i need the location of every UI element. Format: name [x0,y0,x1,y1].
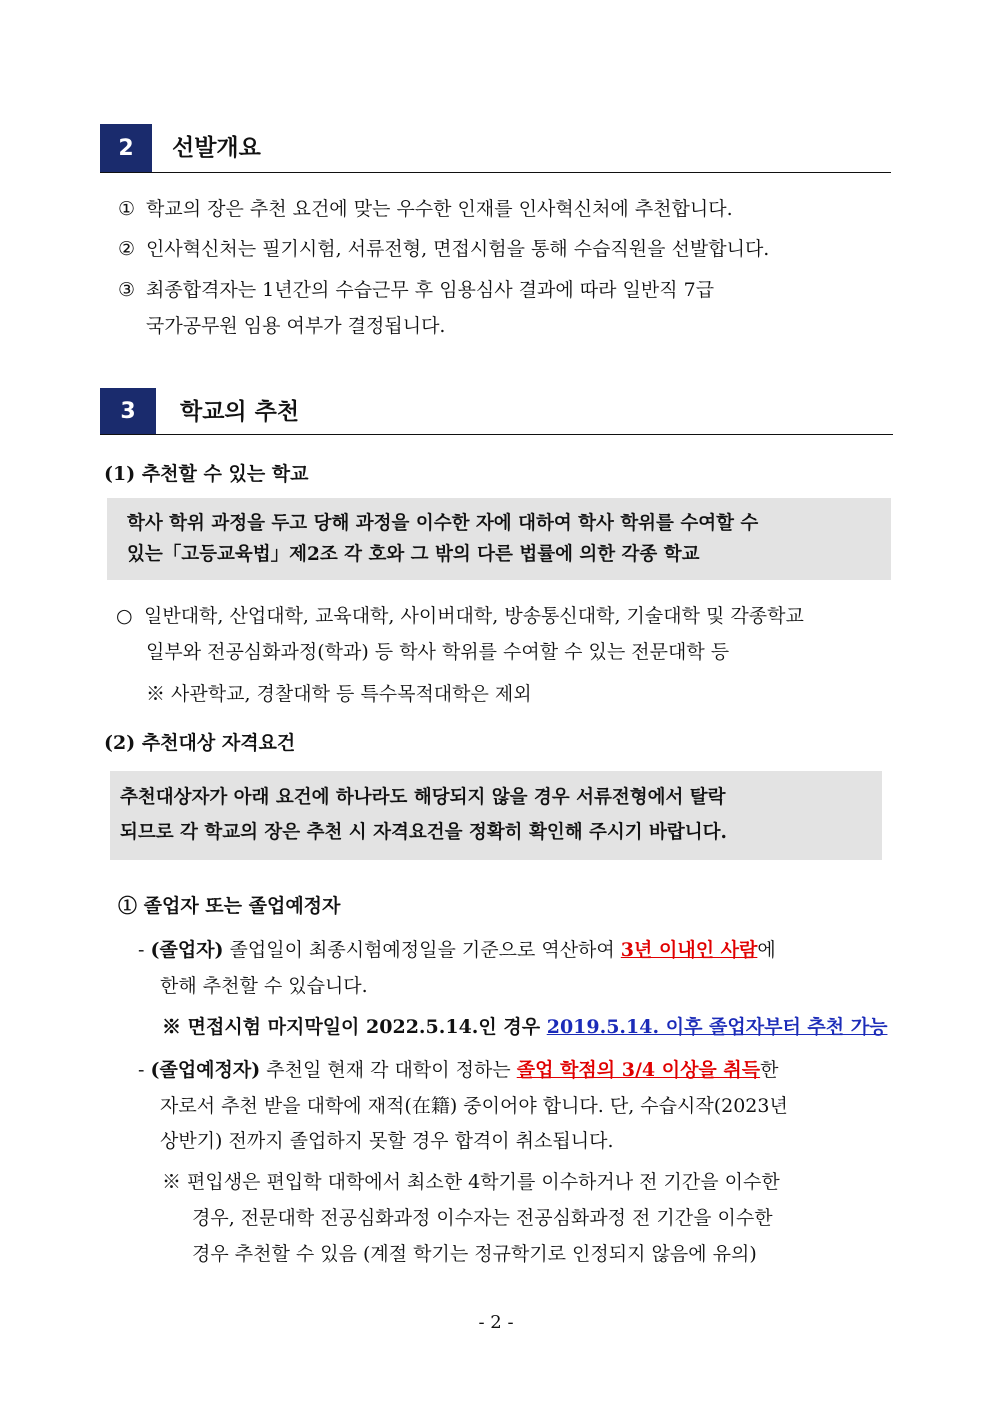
bullet-item: ○ 일반대학, 산업대학, 교육대학, 사이버대학, 방송통신대학, 기술대학 및 각종학교 [116,605,804,627]
section-divider [100,172,891,173]
section-title: 선발개요 [172,135,261,161]
subsection-heading: (2) 추천대상 자격요건 [104,732,296,754]
transfer-note: ※ 편입생은 편입학 대학에서 최소한 4학기를 이수하거나 전 기간을 이수한 [162,1171,780,1193]
expected-graduate-continuation: 상반기) 전까지 졸업하지 못할 경우 합격이 취소됩니다. [160,1130,614,1152]
list-item-continuation: 국가공무원 임용 여부가 결정됩니다. [146,315,446,337]
requirement-heading: ① 졸업자 또는 졸업예정자 [118,895,341,917]
section-title: 학교의 추천 [180,399,300,425]
graduate-note: ※ 면접시험 마지막일이 2022.5.14.인 경우 2019.5.14. 이후 졸업자부터 추천 가능 [162,1016,888,1038]
expected-graduate-line: - (졸업예정자) 추천일 현재 각 대학이 정하는 졸업 학점의 3/4 이상을 취득한 [138,1059,779,1081]
warning-box: 추천대상자가 아래 요건에 하나라도 해당되지 않을 경우 서류전형에서 탈락 되므로 각 학교의 장은 추천 시 자격요건을 정확히 확인해 주시기 바랍니다. [110,771,882,860]
list-item: ② 인사혁신처는 필기시험, 서류전형, 면접시험을 통해 수습직원을 선발합니다. [118,238,770,260]
section-number: 2 [100,124,152,172]
section-number: 3 [100,388,156,434]
transfer-note-continuation: 경우, 전문대학 전공심화과정 이수자는 전공심화과정 전 기간을 이수한 [192,1207,773,1229]
graduate-line: - (졸업자) 졸업일이 최종시험예정일을 기준으로 역산하여 3년 이내인 사람에 [138,939,776,961]
bullet-item-continuation: 일부와 전공심화과정(학과) 등 학사 학위를 수여할 수 있는 전문대학 등 [146,641,730,663]
section-divider [100,434,893,435]
list-item: ① 학교의 장은 추천 요건에 맞는 우수한 인재를 인사혁신처에 추천합니다. [118,198,733,220]
page-number: - 2 - [478,1312,514,1333]
list-item: ③ 최종합격자는 1년간의 수습근무 후 임용심사 결과에 따라 일반직 7급 [118,279,715,301]
note: ※ 사관학교, 경찰대학 등 특수목적대학은 제외 [146,683,532,705]
definition-box: 학사 학위 과정을 두고 당해 과정을 이수한 자에 대하여 학사 학위를 수여할 수 있는「고등교육법」제2조 각 호와 그 밖의 다른 법률에 의한 각종 학교 [107,498,891,580]
subsection-heading: (1) 추천할 수 있는 학교 [104,463,309,485]
expected-graduate-continuation: 자로서 추천 받을 대학에 재적(在籍) 중이어야 합니다. 단, 수습시작(2023년 [160,1095,788,1117]
graduate-line-continuation: 한해 추천할 수 있습니다. [160,975,368,997]
transfer-note-continuation: 경우 추천할 수 있음 (계절 학기는 정규학기로 인정되지 않음에 유의) [192,1243,757,1265]
